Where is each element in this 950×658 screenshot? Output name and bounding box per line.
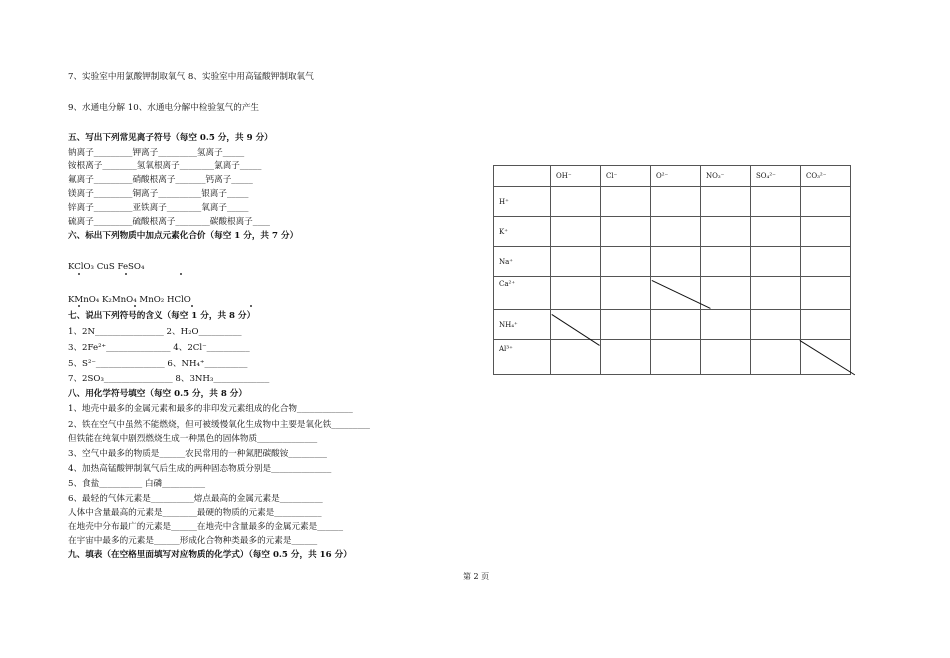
question-line: 人体中含量最高的元素是________最硬的物质的元素是___________	[68, 508, 322, 518]
fill-cell[interactable]	[601, 310, 651, 340]
fill-cell[interactable]	[651, 217, 701, 247]
anion-header: SO₄²⁻	[751, 166, 801, 187]
question-line: 锌离子_________亚铁离子________氧离子_____	[68, 203, 249, 213]
fill-cell[interactable]	[551, 277, 601, 310]
question-line: KMnO₄ K₂MnO₄ MnO₂ HClO	[68, 295, 191, 305]
question-line: 7、2SO₃________________ 8、3NH₃_____________	[68, 374, 270, 384]
page-number: 第 2 页	[463, 572, 490, 581]
question-line: KClO₃ CuS FeSO₄	[68, 262, 145, 272]
question-line: 1、2N________________ 2、H₂O__________	[68, 327, 242, 337]
fill-cell[interactable]	[551, 340, 601, 375]
question-line: 3、2Fe²⁺_______________ 4、2Cl⁻__________	[68, 343, 250, 353]
fill-cell[interactable]	[701, 310, 751, 340]
fill-cell[interactable]	[701, 217, 751, 247]
question-line: 但铁能在纯氧中剧烈燃烧生成一种黑色的固体物质______________	[68, 434, 318, 444]
question-line: 3、空气中最多的物质是______农民常用的一种氮肥碳酸铵_________	[68, 449, 327, 459]
fill-cell[interactable]	[801, 310, 851, 340]
mark-dot	[78, 305, 80, 307]
cation-header: H⁺	[494, 187, 551, 217]
mark-dot	[250, 305, 252, 307]
fill-cell[interactable]	[751, 187, 801, 217]
table-header-row	[494, 166, 851, 187]
fill-cell[interactable]	[801, 217, 851, 247]
cation-header: Ca²⁺	[494, 277, 551, 310]
mark-dot	[134, 305, 136, 307]
fill-cell[interactable]	[601, 247, 651, 277]
fill-cell[interactable]	[551, 187, 601, 217]
question-line: 在宇宙中最多的元素是______形成化合物种类最多的元素是______	[68, 536, 318, 546]
mark-dot	[125, 273, 127, 275]
mark-dot	[180, 273, 182, 275]
section-heading: 八、用化学符号填空（每空 0.5 分，共 8 分）	[68, 389, 247, 399]
fill-cell[interactable]	[751, 247, 801, 277]
cation-header: Al³⁺	[494, 340, 551, 375]
fill-cell[interactable]	[701, 187, 751, 217]
cation-header: K⁺	[494, 217, 551, 247]
ion-combination-table	[493, 165, 851, 375]
fill-cell[interactable]	[751, 277, 801, 310]
fill-cell[interactable]	[701, 247, 751, 277]
question-line: 7、实验室中用氯酸钾制取氧气 8、实验室中用高锰酸钾制取氧气	[68, 72, 314, 82]
question-line: 在地壳中分布最广的元素是______在地壳中含量最多的金属元素是______	[68, 522, 344, 532]
question-line: 9、水通电分解 10、水通电分解中检验氢气的产生	[68, 103, 260, 113]
question-line: 铵根离子________氢氧根离子________氯离子_____	[68, 161, 262, 171]
table-corner-cell	[494, 166, 551, 187]
question-line: 4、加热高锰酸钾制氧气后生成的两种固态物质分别是______________	[68, 464, 332, 474]
table-row	[494, 247, 851, 277]
fill-cell[interactable]	[751, 217, 801, 247]
section-heading: 六、标出下列物质中加点元素化合价（每空 1 分，共 7 分）	[68, 231, 299, 241]
question-line: 6、最轻的气体元素是__________熔点最高的金属元素是__________	[68, 494, 323, 504]
section-heading: 七、说出下列符号的含义（每空 1 分，共 8 分）	[68, 311, 256, 321]
mark-dot	[78, 273, 80, 275]
table-row	[494, 217, 851, 247]
fill-cell[interactable]	[651, 247, 701, 277]
question-line: 5、食盐__________ 白磷__________	[68, 479, 206, 489]
cation-header: NH₄⁺	[494, 310, 551, 340]
struck-cell	[551, 310, 601, 340]
fill-cell[interactable]	[801, 187, 851, 217]
fill-cell[interactable]	[701, 277, 751, 310]
fill-cell[interactable]	[601, 340, 651, 375]
question-line: 镁离子_________铜离子__________银离子_____	[68, 189, 249, 199]
fill-cell[interactable]	[551, 247, 601, 277]
fill-cell[interactable]	[801, 247, 851, 277]
question-line: 氟离子_________硝酸根离子_______钙离子_____	[68, 175, 253, 185]
anion-header: NO₃⁻	[701, 166, 751, 187]
fill-cell[interactable]	[751, 310, 801, 340]
fill-cell[interactable]	[601, 217, 651, 247]
mark-dot	[191, 305, 193, 307]
table-row	[494, 340, 851, 375]
fill-cell[interactable]	[601, 187, 651, 217]
fill-cell[interactable]	[551, 217, 601, 247]
question-line: 硫离子_________硫酸根离子________碳酸根离子____	[68, 217, 270, 227]
anion-header: OH⁻	[551, 166, 601, 187]
fill-cell[interactable]	[651, 187, 701, 217]
fill-cell[interactable]	[801, 277, 851, 310]
fill-cell[interactable]	[651, 310, 701, 340]
anion-header: O²⁻	[651, 166, 701, 187]
fill-cell[interactable]	[701, 340, 751, 375]
question-line: 2、铁在空气中虽然不能燃烧，但可被缓慢氧化生成物中主要是氧化铁_________	[68, 420, 370, 430]
fill-cell[interactable]	[651, 340, 701, 375]
fill-cell[interactable]	[751, 340, 801, 375]
section-heading: 五、写出下列常见离子符号（每空 0.5 分，共 9 分）	[68, 133, 273, 143]
fill-cell[interactable]	[601, 277, 651, 310]
table-row	[494, 277, 851, 310]
cation-header: Na⁺	[494, 247, 551, 277]
question-line: 钠离子_________钾离子_________氢离子_____	[68, 148, 245, 158]
section-heading: 九、填表（在空格里面填写对应物质的化学式）（每空 0.5 分，共 16 分）	[68, 550, 352, 560]
table-row	[494, 310, 851, 340]
anion-header: Cl⁻	[601, 166, 651, 187]
question-line: 1、地壳中最多的金属元素和最多的非印发元素组成的化合物_____________	[68, 404, 353, 414]
anion-header: CO₃²⁻	[801, 166, 851, 187]
question-line: 5、S²⁻________________ 6、NH₄⁺__________	[68, 359, 248, 369]
table-row	[494, 187, 851, 217]
